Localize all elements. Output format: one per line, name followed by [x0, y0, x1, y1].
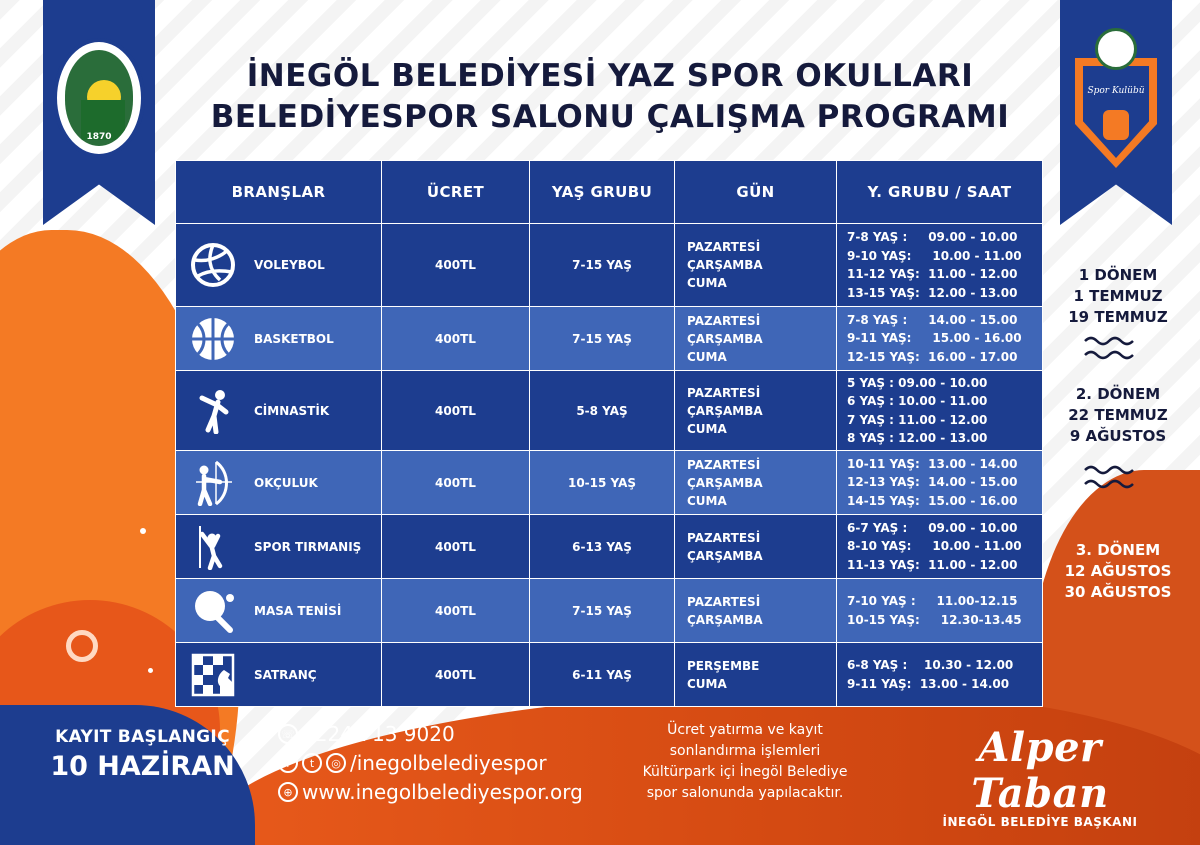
header-day: GÜN [675, 161, 837, 224]
hours-cell: 6-7 YAŞ : 09.00 - 10.00 8-10 YAŞ: 10.00 - 11.00 11-13 YAŞ: 11.00 - 12.00 [837, 515, 1043, 579]
fee-cell: 400TL [382, 451, 530, 515]
header-hours: Y. GRUBU / SAAT [837, 161, 1043, 224]
mayor-signature [905, 725, 1175, 829]
schedule-table [175, 160, 1043, 707]
contact-phone [278, 722, 455, 746]
municipality-logo: 1870 [53, 38, 145, 158]
days-cell: PAZARTESİ ÇARŞAMBA CUMA [675, 371, 837, 451]
table-row [176, 224, 1043, 307]
phone-number[interactable]: 0224 713 9020 [302, 722, 455, 746]
period-3: 3. DÖNEM 12 AĞUSTOS 30 AĞUSTOS [1064, 541, 1172, 601]
fee-cell: 400TL [382, 224, 530, 307]
page-title-line2: BELEDİYESPOR SALONU ÇALIŞMA PROGRAMI [210, 99, 1010, 135]
branch-name: OKÇULUK [254, 475, 318, 490]
days-cell: PAZARTESİ ÇARŞAMBA CUMA [675, 224, 837, 307]
hours-cell: 7-8 YAŞ : 14.00 - 15.00 9-11 YAŞ: 15.00 - 16.00 12-15 YAŞ: 16.00 - 17.00 [837, 307, 1043, 371]
header-branches: BRANŞLAR [176, 161, 382, 224]
age-cell: 10-15 YAŞ [530, 451, 675, 515]
fee-cell: 400TL [382, 515, 530, 579]
table-row [176, 307, 1043, 371]
hours-cell: 6-8 YAŞ : 10.30 - 12.00 9-11 YAŞ: 13.00 - 14.00 [837, 643, 1043, 707]
payment-info: Ücret yatırma ve kayıt sonlandırma işlemleri Kültürpark içi İnegöl Belediye spor salonunda yapılacaktır. [642, 722, 848, 801]
table-row [176, 643, 1043, 707]
table-header-row [176, 161, 1043, 224]
page-title-line1: İNEGÖL BELEDİYESİ YAZ SPOR OKULLARI [246, 58, 974, 94]
hours-cell: 7-8 YAŞ : 09.00 - 10.00 9-10 YAŞ: 10.00 - 11.00 11-12 YAŞ: 11.00 - 12.00 13-15 YAŞ: 12.00 - 13.00 [837, 224, 1043, 307]
archer-icon [190, 460, 236, 506]
hours-cell: 5 YAŞ : 09.00 - 10.00 6 YAŞ : 10.00 - 11.00 7 YAŞ : 11.00 - 12.00 8 YAŞ : 12.00 - 13.00 [837, 371, 1043, 451]
fee-cell: 400TL [382, 579, 530, 643]
fee-cell: 400TL [382, 643, 530, 707]
volleyball-icon [190, 242, 236, 288]
contact-web [278, 780, 583, 804]
table-row [176, 371, 1043, 451]
age-cell: 5-8 YAŞ [530, 371, 675, 451]
table-row [176, 515, 1043, 579]
hours-cell: 7-10 YAŞ : 11.00-12.15 10-15 YAŞ: 12.30-13.45 [837, 579, 1043, 643]
decor-ring [66, 630, 98, 662]
branch-name: SATRANÇ [254, 667, 317, 682]
period-1: 1 DÖNEM 1 TEMMUZ 19 TEMMUZ [1068, 266, 1168, 326]
branch-name: MASA TENİSİ [254, 603, 342, 618]
age-cell: 7-15 YAŞ [530, 224, 675, 307]
facebook-icon: f [278, 753, 298, 773]
branch-name: SPOR TIRMANIŞ [254, 539, 362, 554]
header-fee: ÜCRET [382, 161, 530, 224]
days-cell: PAZARTESİ ÇARŞAMBA CUMA [675, 307, 837, 371]
social-handle[interactable]: /inegolbelediyespor [350, 751, 547, 775]
age-cell: 7-15 YAŞ [530, 579, 675, 643]
decor-dot [148, 668, 153, 673]
table-row [176, 579, 1043, 643]
gymnast-icon [190, 388, 236, 434]
mayor-role: İNEGÖL BELEDİYE BAŞKANI [942, 815, 1138, 829]
age-cell: 6-13 YAŞ [530, 515, 675, 579]
header-age-group: YAŞ GRUBU [530, 161, 675, 224]
branch-name: BASKETBOL [254, 331, 334, 346]
fee-cell: 400TL [382, 307, 530, 371]
table-tennis-icon [190, 588, 236, 634]
basketball-icon [190, 316, 236, 362]
globe-icon: ⊕ [278, 782, 298, 802]
website-link[interactable]: www.inegolbelediyespor.org [302, 780, 583, 804]
chess-icon [190, 652, 236, 698]
days-cell: PERŞEMBE CUMA [675, 643, 837, 707]
branch-name: CİMNASTİK [254, 403, 330, 418]
instagram-icon: ◎ [326, 753, 346, 773]
age-cell: 7-15 YAŞ [530, 307, 675, 371]
age-cell: 6-11 YAŞ [530, 643, 675, 707]
mayor-name: Alper Taban [971, 724, 1109, 817]
wave-icon [1083, 462, 1135, 494]
sports-club-logo: Spor Kulübü [1075, 28, 1157, 168]
table-row [176, 451, 1043, 515]
period-2: 2. DÖNEM 22 TEMMUZ 9 AĞUSTOS [1068, 385, 1168, 445]
days-cell: PAZARTESİ ÇARŞAMBA [675, 579, 837, 643]
hours-cell: 10-11 YAŞ: 13.00 - 14.00 12-13 YAŞ: 14.00 - 15.00 14-15 YAŞ: 15.00 - 16.00 [837, 451, 1043, 515]
climber-icon [190, 524, 236, 570]
phone-icon: ☏ [278, 724, 298, 744]
contact-social [278, 751, 547, 775]
fee-cell: 400TL [382, 371, 530, 451]
twitter-icon: t [302, 753, 322, 773]
days-cell: PAZARTESİ ÇARŞAMBA [675, 515, 837, 579]
branch-name: VOLEYBOL [254, 258, 325, 272]
registration-start: KAYIT BAŞLANGIÇ 10 HAZİRAN [50, 727, 235, 782]
decor-dot [140, 528, 146, 534]
days-cell: PAZARTESİ ÇARŞAMBA CUMA [675, 451, 837, 515]
wave-icon [1083, 333, 1135, 365]
